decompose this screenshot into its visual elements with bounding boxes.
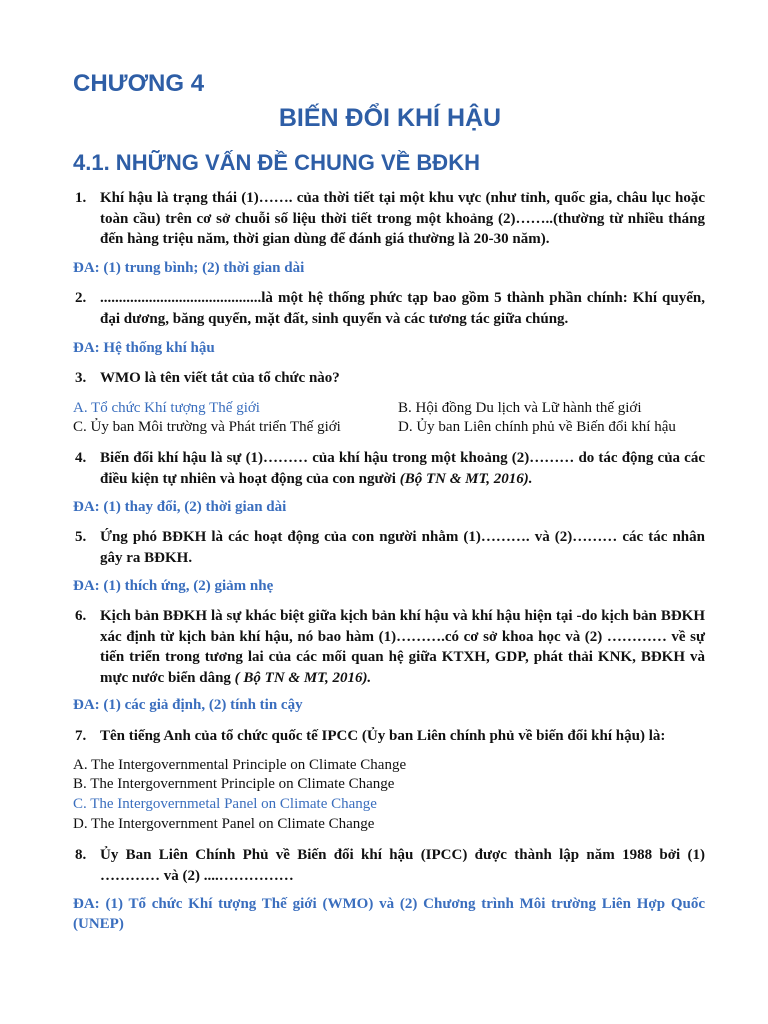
question-number: 8. <box>75 847 87 863</box>
citation: (Bộ TN & MT, 2016). <box>395 470 533 487</box>
option-a: A. Tổ chức Khí tượng Thế giới <box>73 400 260 416</box>
option-b: B. Hội đồng Du lịch và Lữ hành thế giới <box>398 400 642 416</box>
answer-1: ĐA: (1) trung bình; (2) thời gian dài <box>73 260 305 276</box>
question-text: Biến đổi khí hậu là sự (1)……… của khí hậu trong một khoảng (2)……… do tác động của các điều kiện tự nhiên và hoạt động của con người <box>100 450 705 487</box>
answer-5: ĐA: (1) thích ứng, (2) giảm nhẹ <box>73 578 274 594</box>
question-text: Tên tiếng Anh của tổ chức quốc tế IPCC (Ủy ban Liên chính phủ về biến đổi khí hậu) là: <box>100 728 666 744</box>
chapter-heading: CHƯƠNG 4 <box>73 70 205 97</box>
question-text: Ứng phó BĐKH là các hoạt động của con người nhằm (1)………. và (2)……… các tác nhân gây ra BĐKH. <box>100 529 705 566</box>
question-number: 5. <box>75 529 87 545</box>
question-number: 1. <box>75 190 87 206</box>
option-a: A. The Intergovernmental Principle on Climate Change <box>73 757 407 773</box>
page-title: BIẾN ĐỔI KHÍ HẬU <box>278 104 502 132</box>
question-6 <box>75 606 705 688</box>
option-c: C. The Intergovernmetal Panel on Climate Change <box>73 796 377 812</box>
question-text: Khí hậu là trạng thái (1)……. của thời tiết tại một khu vực (như tỉnh, quốc gia, châu lục hoặc toàn cầu) trên cơ sở chuỗi số liệu thời tiết trong một khoảng (2)……..(thường từ nhiều tháng đến hàng triệu năm, thời gian dùng để đánh giá thường là 20-30 năm). <box>100 190 705 247</box>
option-d: D. Ủy ban Liên chính phủ về Biến đổi khí hậu <box>398 419 676 435</box>
question-text: ...........................................là một hệ thống phức tạp bao gồm 5 thành phần chính: Khí quyển, đại dương, băng quyển, mặt đất, sinh quyển và các tương tác giữa chúng. <box>100 290 705 327</box>
answer-2: ĐA: Hệ thống khí hậu <box>73 340 215 356</box>
answer-8: ĐA: (1) Tổ chức Khí tượng Thế giới (WMO) và (2) Chương trình Môi trường Liên Hợp Quốc (UNEP) <box>73 896 705 932</box>
answer-6: ĐA: (1) các giả định, (2) tính tin cậy <box>73 697 303 713</box>
question-text: Kịch bản BĐKH là sự khác biệt giữa kịch bản khí hậu và khí hậu hiện tại -do kịch bản BĐKH xác định từ kịch bản khí hậu, nó bao hàm (1)……….có cơ sở khoa học và (2) ………… về sự tiến triển trong tương lai của các mối quan hệ giữa KTXH, GDP, phát thải KNK, BĐKH và mực nước biển dâng <box>100 608 705 686</box>
question-4 <box>75 448 705 489</box>
question-3 <box>75 368 705 389</box>
question-number: 2. <box>75 290 87 306</box>
question-1 <box>75 188 705 250</box>
option-d: D. The Intergovernment Panel on Climate Change <box>73 816 375 832</box>
question-text: WMO là tên viết tắt của tổ chức nào? <box>100 370 340 386</box>
question-7 <box>75 726 705 747</box>
question-number: 4. <box>75 450 87 466</box>
question-5 <box>75 527 705 568</box>
section-heading: 4.1. NHỮNG VẤN ĐỀ CHUNG VỀ BĐKH <box>73 150 480 175</box>
option-c: C. Ủy ban Môi trường và Phát triển Thế giới <box>73 419 341 435</box>
option-b: B. The Intergovernment Principle on Climate Change <box>73 776 395 792</box>
question-number: 7. <box>75 728 87 744</box>
question-8 <box>75 845 705 886</box>
question-number: 3. <box>75 370 87 386</box>
citation: ( Bộ TN & MT, 2016). <box>230 669 372 686</box>
question-number: 6. <box>75 608 87 624</box>
question-2 <box>75 288 705 329</box>
answer-4: ĐA: (1) thay đổi, (2) thời gian dài <box>73 499 287 515</box>
question-text: Ủy Ban Liên Chính Phủ về Biến đổi khí hậu (IPCC) được thành lập năm 1988 bởi (1) ………… và (2) ....…………… <box>100 847 705 884</box>
